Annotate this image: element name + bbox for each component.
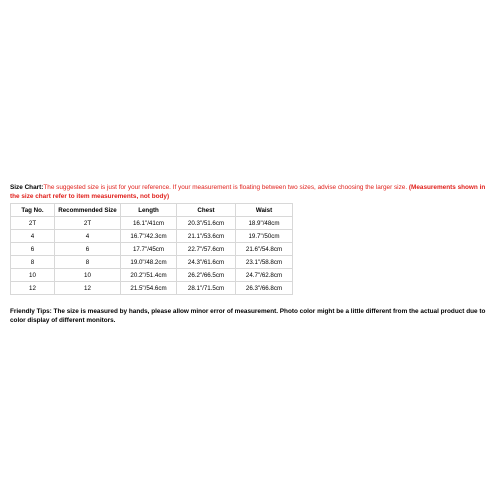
cell-chest: 26.2"/66.5cm <box>177 269 236 282</box>
cell-tag-no: 8 <box>11 256 55 269</box>
table-row <box>11 256 293 269</box>
table-row <box>11 230 293 243</box>
cell-recommended-size: 4 <box>55 230 121 243</box>
size-chart-intro <box>10 184 492 201</box>
table-row <box>11 243 293 256</box>
cell-tag-no: 4 <box>11 230 55 243</box>
cell-waist: 24.7"/62.8cm <box>236 269 293 282</box>
cell-tag-no: 2T <box>11 217 55 230</box>
header-waist: Waist <box>236 204 293 217</box>
cell-length: 20.2"/51.4cm <box>121 269 177 282</box>
cell-recommended-size: 8 <box>55 256 121 269</box>
size-advice-note: The suggested size is just for your reference. If your measurement is floating between two sizes, advise choosing the larger size. <box>43 184 409 191</box>
size-chart-label: Size Chart: <box>10 184 44 191</box>
cell-tag-no: 6 <box>11 243 55 256</box>
cell-chest: 22.7"/57.6cm <box>177 243 236 256</box>
cell-length: 21.5"/54.6cm <box>121 282 177 295</box>
cell-waist: 21.6"/54.8cm <box>236 243 293 256</box>
size-table <box>10 203 293 295</box>
cell-waist: 19.7"/50cm <box>236 230 293 243</box>
cell-tag-no: 10 <box>11 269 55 282</box>
cell-chest: 20.3"/51.6cm <box>177 217 236 230</box>
cell-chest: 24.3"/61.6cm <box>177 256 236 269</box>
table-row <box>11 217 293 230</box>
cell-chest: 28.1"/71.5cm <box>177 282 236 295</box>
table-row <box>11 282 293 295</box>
cell-chest: 21.1"/53.6cm <box>177 230 236 243</box>
cell-recommended-size: 6 <box>55 243 121 256</box>
table-row <box>11 269 293 282</box>
cell-waist: 18.9"/48cm <box>236 217 293 230</box>
header-length: Length <box>121 204 177 217</box>
cell-length: 19.0"/48.2cm <box>121 256 177 269</box>
cell-length: 16.7"/42.3cm <box>121 230 177 243</box>
table-header-row <box>11 204 293 217</box>
header-tag-no: Tag No. <box>11 204 55 217</box>
size-chart-section <box>10 184 492 332</box>
cell-recommended-size: 2T <box>55 217 121 230</box>
cell-length: 16.1"/41cm <box>121 217 177 230</box>
cell-recommended-size: 12 <box>55 282 121 295</box>
friendly-tips: Friendly Tips: The size is measured by hands, please allow minor error of measurement. Photo color might be a little different from the actual product due to color display of different monitors. <box>10 308 486 324</box>
cell-recommended-size: 10 <box>55 269 121 282</box>
cell-waist: 26.3"/66.8cm <box>236 282 293 295</box>
cell-tag-no: 12 <box>11 282 55 295</box>
header-chest: Chest <box>177 204 236 217</box>
measurement-note: (Measurements shown in the size chart refer to item measurements, not body) <box>10 184 486 200</box>
cell-waist: 23.1"/58.8cm <box>236 256 293 269</box>
cell-length: 17.7"/45cm <box>121 243 177 256</box>
header-recommended-size: Recommended Size <box>55 204 121 217</box>
